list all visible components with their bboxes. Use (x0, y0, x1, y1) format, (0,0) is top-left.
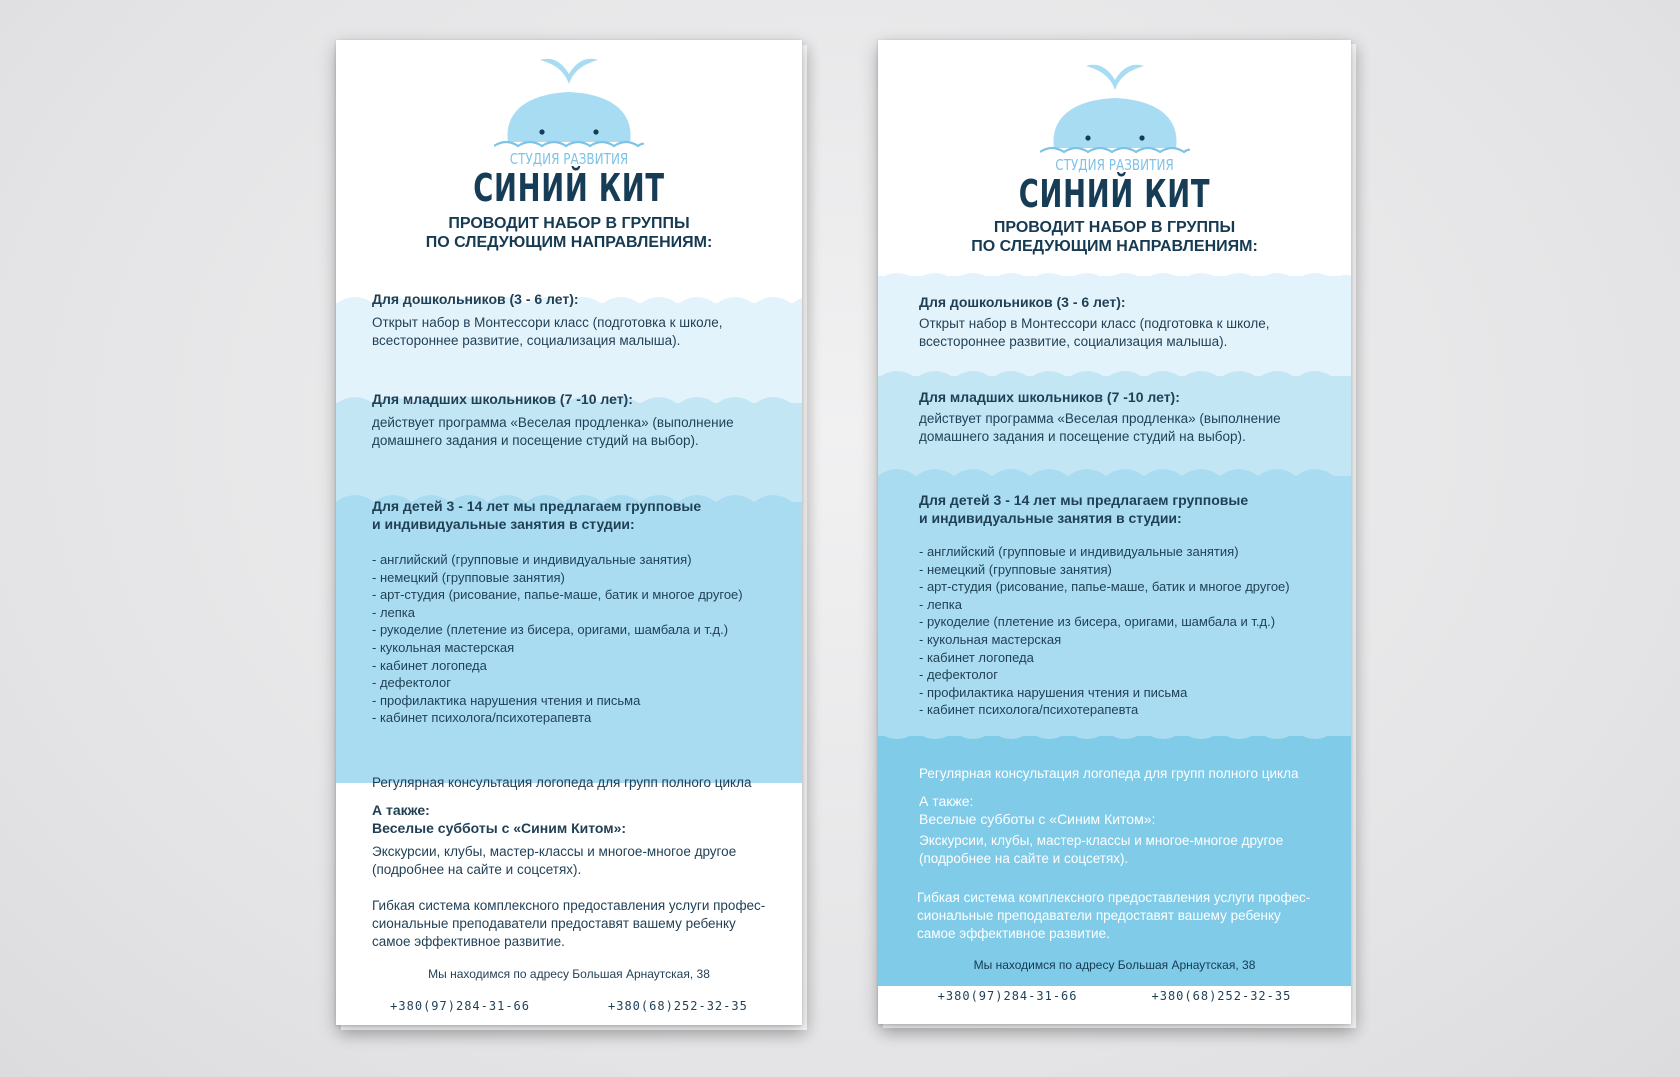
consult-text: Регулярная консультация логопеда для групп полного цикла (919, 766, 1299, 781)
headline-line-2: ПО СЛЕДУЮЩИМ НАПРАВЛЕНИЯМ: (425, 234, 713, 251)
kids-title-line-1: Для детей 3 - 14 лет мы предлагаем групповые (919, 492, 1249, 508)
kids-section (919, 491, 1331, 719)
list-item: - профилактика нарушения чтения и письма (372, 692, 782, 710)
preschool-text (372, 314, 782, 349)
flyer-left (336, 40, 802, 1025)
excursions-line-1: Экскурсии, клубы, мастер-классы и многое-многое другое (372, 844, 737, 859)
studio-name: СИНИЙ КИТ (473, 166, 665, 210)
also-line-2: Веселые субботы с «Синим Китом»: (372, 820, 627, 836)
flex-line-1: Гибкая система комплексного предоставления услуги профес- (917, 890, 1311, 905)
list-item: - кабинет психолога/психотерапевта (919, 701, 1331, 719)
junior-text-line-2: домашнего задания и посещение студий на выбор). (372, 432, 699, 448)
also-line-1: А также: (372, 802, 430, 818)
junior-title: Для младших школьников (7 -10 лет): (372, 391, 633, 407)
flex-line-1: Гибкая система комплексного предоставления услуги профес- (372, 898, 766, 913)
phone-1: +380(97)284-31-66 (390, 999, 530, 1013)
phones (878, 989, 1351, 1003)
flyer-right (878, 40, 1351, 1024)
list-item: - лепка (919, 596, 1331, 614)
flex-line-3: самое эффективное развитие. (372, 934, 565, 949)
flex-system-text (372, 897, 782, 951)
list-item: - дефектолог (919, 666, 1331, 684)
preschool-text-line-2: всестороннее развитие, социализация малыша). (372, 332, 681, 348)
excursions-text (919, 832, 1331, 867)
headline (878, 218, 1351, 256)
kids-title-line-2: и индивидуальные занятия в студии: (372, 516, 635, 532)
phone-2: +380(68)252-32-35 (1151, 989, 1292, 1003)
studio-logo (878, 60, 1351, 214)
also-section (919, 792, 1331, 867)
consult-text: Регулярная консультация логопеда для групп полного цикла (372, 775, 752, 790)
studio-subtitle: СТУДИЯ РАЗВИТИЯ (1055, 156, 1174, 174)
list-item: - английский (групповые и индивидуальные занятия) (919, 543, 1331, 561)
phone-2: +380(68)252-32-35 (608, 999, 748, 1013)
whale-icon (1040, 60, 1190, 156)
preschool-title: Для дошкольников (3 - 6 лет): (919, 294, 1126, 310)
list-item: - немецкий (групповые занятия) (919, 561, 1331, 579)
also-line-1: А также: (919, 793, 974, 809)
list-item: - кабинет логопеда (919, 649, 1331, 667)
kids-title-line-1: Для детей 3 - 14 лет мы предлагаем групповые (372, 498, 702, 514)
headline-line-2: ПО СЛЕДУЮЩИМ НАПРАВЛЕНИЯМ: (971, 238, 1258, 255)
preschool-text (919, 315, 1331, 350)
list-item: - немецкий (групповые занятия) (372, 569, 782, 587)
list-item: - профилактика нарушения чтения и письма (919, 684, 1331, 702)
junior-section (372, 390, 782, 449)
excursions-line-1: Экскурсии, клубы, мастер-классы и многое-многое другое (919, 833, 1284, 848)
list-item: - кабинет логопеда (372, 657, 782, 675)
kids-title-line-2: и индивидуальные занятия в студии: (919, 510, 1182, 526)
flex-line-2: сиональные преподаватели предоставят вашему ребенку (917, 908, 1281, 923)
preschool-section (919, 293, 1331, 350)
list-item: - рукоделие (плетение из бисера, оригами, шамбала и т.д.) (919, 613, 1331, 631)
excursions-line-2: (подробнее на сайте и соцсетях). (919, 850, 1129, 866)
headline (336, 214, 802, 252)
list-item: - арт-студия (рисование, папье-маше, батик и многое другое) (372, 586, 782, 604)
preschool-title: Для дошкольников (3 - 6 лет): (372, 291, 579, 307)
headline-line-1: ПРОВОДИТ НАБОР В ГРУППЫ (993, 219, 1236, 236)
junior-section (919, 388, 1331, 445)
junior-text (372, 414, 782, 449)
kids-section (372, 497, 782, 727)
also-section (372, 801, 782, 878)
flex-line-3: самое эффективное развитие. (917, 926, 1110, 941)
junior-text-line-2: домашнего задания и посещение студий на выбор). (919, 428, 1246, 444)
headline-line-1: ПРОВОДИТ НАБОР В ГРУППЫ (448, 215, 690, 232)
address: Мы находимся по адресу Большая Арнаутская, 38 (973, 958, 1256, 972)
studio-name: СИНИЙ КИТ (1018, 172, 1211, 216)
preschool-text-line-2: всестороннее развитие, социализация малыша). (919, 333, 1228, 349)
junior-title: Для младших школьников (7 -10 лет): (919, 389, 1180, 405)
list-item: - дефектолог (372, 674, 782, 692)
junior-text (919, 410, 1331, 445)
also-line-2: Веселые субботы с «Синим Китом»: (919, 811, 1156, 827)
classes-list (919, 543, 1331, 719)
studio-logo (336, 54, 802, 208)
list-item: - кабинет психолога/психотерапевта (372, 709, 782, 727)
whale-icon (494, 54, 644, 150)
address: Мы находимся по адресу Большая Арнаутская, 38 (428, 967, 710, 981)
preschool-text-line-1: Открыт набор в Монтессори класс (подготовка к школе, (372, 315, 723, 330)
classes-list (372, 551, 782, 727)
phone-1: +380(97)284-31-66 (937, 989, 1078, 1003)
list-item: - лепка (372, 604, 782, 622)
preschool-section (372, 290, 782, 349)
junior-text-line-1: действует программа «Веселая продленка» (выполнение (919, 411, 1281, 426)
list-item: - английский (групповые и индивидуальные занятия) (372, 551, 782, 569)
junior-text-line-1: действует программа «Веселая продленка» (выполнение (372, 415, 734, 430)
list-item: - кукольная мастерская (919, 631, 1331, 649)
preschool-text-line-1: Открыт набор в Монтессори класс (подготовка к школе, (919, 316, 1270, 331)
excursions-line-2: (подробнее на сайте и соцсетях). (372, 861, 582, 877)
studio-subtitle: СТУДИЯ РАЗВИТИЯ (509, 150, 629, 168)
list-item: - рукоделие (плетение из бисера, оригами, шамбала и т.д.) (372, 621, 782, 639)
flex-system-text (917, 889, 1331, 943)
excursions-text (372, 843, 782, 878)
list-item: - арт-студия (рисование, папье-маше, батик и многое другое) (919, 578, 1331, 596)
list-item: - кукольная мастерская (372, 639, 782, 657)
flex-line-2: сиональные преподаватели предоставят вашему ребенку (372, 916, 736, 931)
phones (336, 999, 802, 1013)
